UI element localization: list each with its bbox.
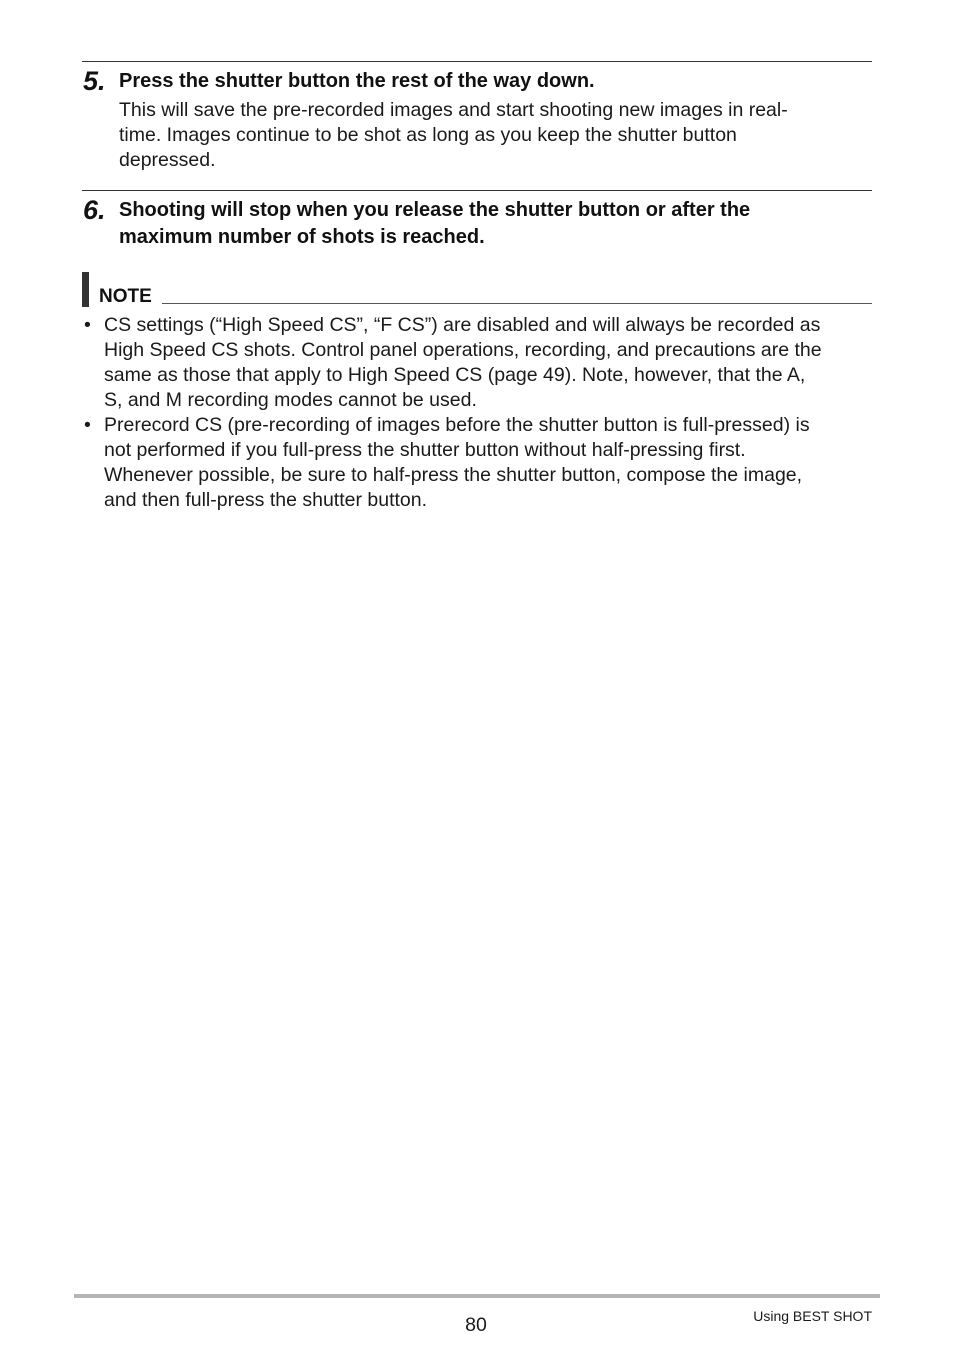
list-item <box>84 413 874 513</box>
step-body-line: This will save the pre-recorded images and start shooting new images in real- <box>119 99 788 121</box>
step-number: 5. <box>83 66 106 96</box>
list-item-line: CS settings (“High Speed CS”, “F CS”) are disabled and will always be recorded as <box>104 314 821 336</box>
list-item-line: Whenever possible, be sure to half-press the shutter button, compose the image, <box>104 464 803 486</box>
bullet-icon: • <box>84 314 91 336</box>
step-title-line: maximum number of shots is reached. <box>119 226 485 248</box>
bullet-icon: • <box>84 414 91 436</box>
note-marker <box>82 272 89 307</box>
list-item-line: High Speed CS shots. Control panel operations, recording, and precautions are the <box>104 339 822 361</box>
step-body <box>119 98 859 173</box>
note-divider <box>162 303 872 304</box>
footer-divider <box>74 1294 880 1298</box>
step-title: Press the shutter button the rest of the way down. <box>119 70 595 92</box>
list-item-line: not performed if you full-press the shutter button without half-pressing first. <box>104 439 746 461</box>
list-item-line: and then full-press the shutter button. <box>104 489 428 511</box>
chapter-title: Using BEST SHOT <box>753 1308 872 1324</box>
note-list <box>84 313 874 513</box>
note-label: NOTE <box>99 286 152 307</box>
page-number: 80 <box>465 1314 487 1336</box>
step-body-line: depressed. <box>119 149 216 171</box>
list-item-line: Prerecord CS (pre-recording of images before the shutter button is full-pressed) is <box>104 414 810 436</box>
step-title <box>119 197 864 251</box>
list-item-line: same as those that apply to High Speed CS (page 49). Note, however, that the A, <box>104 364 806 386</box>
step-divider <box>82 190 872 191</box>
step-divider <box>82 61 872 62</box>
list-item-line: S, and M recording modes cannot be used. <box>104 389 477 411</box>
list-item <box>84 313 874 413</box>
step-title-line: Shooting will stop when you release the shutter button or after the <box>119 199 751 221</box>
step-number: 6. <box>83 195 106 225</box>
step-body-line: time. Images continue to be shot as long as you keep the shutter button <box>119 124 737 146</box>
